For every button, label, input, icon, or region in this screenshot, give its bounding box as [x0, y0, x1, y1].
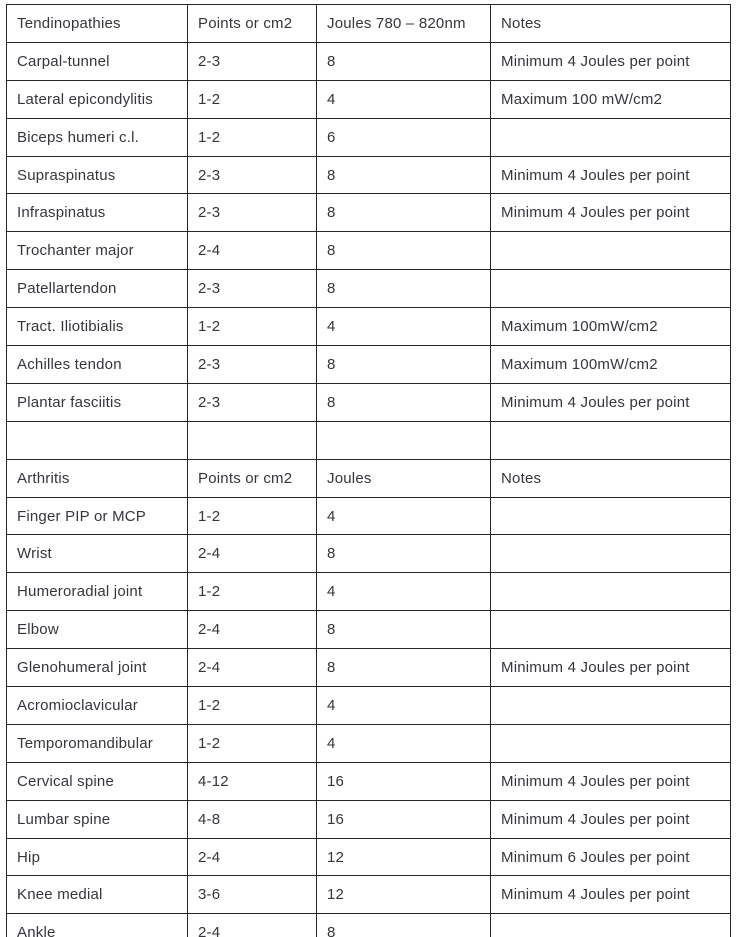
cell-tendinopathies-0-1: 2-3	[188, 42, 317, 80]
cell-arthritis-7-3: Minimum 4 Joules per point	[491, 762, 731, 800]
header-cell-arthritis-0: Arthritis	[7, 459, 188, 497]
cell-tendinopathies-9-0: Plantar fasciitis	[7, 383, 188, 421]
cell-tendinopathies-5-2: 8	[317, 232, 491, 270]
cell-tendinopathies-9-3: Minimum 4 Joules per point	[491, 383, 731, 421]
cell-tendinopathies-7-2: 4	[317, 308, 491, 346]
cell-arthritis-4-0: Glenohumeral joint	[7, 649, 188, 687]
table-row-arthritis	[7, 914, 731, 937]
header-cell-arthritis-2: Joules	[317, 459, 491, 497]
cell-tendinopathies-3-1: 2-3	[188, 156, 317, 194]
cell-arthritis-2-2: 4	[317, 573, 491, 611]
spacer-cell-0	[7, 421, 188, 459]
header-cell-tendinopathies-1: Points or cm2	[188, 5, 317, 43]
cell-tendinopathies-8-1: 2-3	[188, 346, 317, 384]
cell-tendinopathies-2-2: 6	[317, 118, 491, 156]
cell-tendinopathies-5-3	[491, 232, 731, 270]
table-row-arthritis	[7, 535, 731, 573]
cell-arthritis-7-1: 4-12	[188, 762, 317, 800]
cell-arthritis-2-1: 1-2	[188, 573, 317, 611]
cell-arthritis-8-0: Lumbar spine	[7, 800, 188, 838]
cell-tendinopathies-0-0: Carpal-tunnel	[7, 42, 188, 80]
table-row-tendinopathies	[7, 156, 731, 194]
cell-arthritis-1-1: 2-4	[188, 535, 317, 573]
spacer-row	[7, 421, 731, 459]
cell-arthritis-1-0: Wrist	[7, 535, 188, 573]
table-row-tendinopathies	[7, 270, 731, 308]
cell-arthritis-3-2: 8	[317, 611, 491, 649]
table-row-tendinopathies	[7, 308, 731, 346]
cell-tendinopathies-7-1: 1-2	[188, 308, 317, 346]
cell-tendinopathies-3-2: 8	[317, 156, 491, 194]
cell-arthritis-11-3	[491, 914, 731, 937]
cell-arthritis-4-3: Minimum 4 Joules per point	[491, 649, 731, 687]
table-row-arthritis	[7, 497, 731, 535]
cell-arthritis-9-1: 2-4	[188, 838, 317, 876]
header-cell-arthritis-1: Points or cm2	[188, 459, 317, 497]
header-row-tendinopathies	[7, 5, 731, 43]
cell-arthritis-6-1: 1-2	[188, 724, 317, 762]
cell-tendinopathies-8-3: Maximum 100mW/cm2	[491, 346, 731, 384]
cell-arthritis-0-0: Finger PIP or MCP	[7, 497, 188, 535]
table-row-arthritis	[7, 762, 731, 800]
cell-arthritis-10-0: Knee medial	[7, 876, 188, 914]
header-cell-tendinopathies-3: Notes	[491, 5, 731, 43]
table-row-arthritis	[7, 876, 731, 914]
cell-arthritis-2-0: Humeroradial joint	[7, 573, 188, 611]
cell-tendinopathies-6-1: 2-3	[188, 270, 317, 308]
cell-tendinopathies-7-0: Tract. Iliotibialis	[7, 308, 188, 346]
table-row-tendinopathies	[7, 118, 731, 156]
table-row-arthritis	[7, 687, 731, 725]
cell-tendinopathies-2-3	[491, 118, 731, 156]
cell-arthritis-11-2: 8	[317, 914, 491, 937]
cell-arthritis-3-0: Elbow	[7, 611, 188, 649]
cell-tendinopathies-6-0: Patellartendon	[7, 270, 188, 308]
header-cell-tendinopathies-2: Joules 780 – 820nm	[317, 5, 491, 43]
cell-tendinopathies-0-2: 8	[317, 42, 491, 80]
cell-arthritis-6-3	[491, 724, 731, 762]
cell-arthritis-0-3	[491, 497, 731, 535]
cell-arthritis-8-2: 16	[317, 800, 491, 838]
cell-tendinopathies-2-0: Biceps humeri c.l.	[7, 118, 188, 156]
cell-tendinopathies-4-0: Infraspinatus	[7, 194, 188, 232]
cell-tendinopathies-1-2: 4	[317, 80, 491, 118]
cell-arthritis-9-3: Minimum 6 Joules per point	[491, 838, 731, 876]
dose-table-body	[7, 5, 731, 937]
cell-arthritis-3-3	[491, 611, 731, 649]
cell-arthritis-5-0: Acromioclavicular	[7, 687, 188, 725]
cell-tendinopathies-6-3	[491, 270, 731, 308]
cell-arthritis-10-1: 3-6	[188, 876, 317, 914]
header-row-arthritis	[7, 459, 731, 497]
spacer-cell-2	[317, 421, 491, 459]
cell-tendinopathies-4-2: 8	[317, 194, 491, 232]
table-row-tendinopathies	[7, 346, 731, 384]
cell-arthritis-4-2: 8	[317, 649, 491, 687]
cell-tendinopathies-9-1: 2-3	[188, 383, 317, 421]
table-row-arthritis	[7, 800, 731, 838]
table-row-tendinopathies	[7, 42, 731, 80]
cell-arthritis-9-2: 12	[317, 838, 491, 876]
table-row-tendinopathies	[7, 383, 731, 421]
table-row-arthritis	[7, 724, 731, 762]
header-cell-arthritis-3: Notes	[491, 459, 731, 497]
cell-tendinopathies-8-0: Achilles tendon	[7, 346, 188, 384]
cell-tendinopathies-3-3: Minimum 4 Joules per point	[491, 156, 731, 194]
cell-tendinopathies-1-1: 1-2	[188, 80, 317, 118]
cell-arthritis-7-2: 16	[317, 762, 491, 800]
cell-arthritis-1-3	[491, 535, 731, 573]
cell-arthritis-6-0: Temporomandibular	[7, 724, 188, 762]
cell-arthritis-8-3: Minimum 4 Joules per point	[491, 800, 731, 838]
cell-arthritis-9-0: Hip	[7, 838, 188, 876]
cell-arthritis-7-0: Cervical spine	[7, 762, 188, 800]
spacer-cell-3	[491, 421, 731, 459]
dose-table	[6, 4, 731, 937]
cell-arthritis-11-1: 2-4	[188, 914, 317, 937]
cell-arthritis-6-2: 4	[317, 724, 491, 762]
cell-tendinopathies-8-2: 8	[317, 346, 491, 384]
cell-arthritis-0-2: 4	[317, 497, 491, 535]
table-row-arthritis	[7, 649, 731, 687]
spacer-cell-1	[188, 421, 317, 459]
cell-tendinopathies-5-1: 2-4	[188, 232, 317, 270]
cell-tendinopathies-4-1: 2-3	[188, 194, 317, 232]
cell-arthritis-4-1: 2-4	[188, 649, 317, 687]
header-cell-tendinopathies-0: Tendinopathies	[7, 5, 188, 43]
cell-arthritis-1-2: 8	[317, 535, 491, 573]
table-row-tendinopathies	[7, 194, 731, 232]
cell-tendinopathies-1-3: Maximum 100 mW/cm2	[491, 80, 731, 118]
cell-tendinopathies-1-0: Lateral epicondylitis	[7, 80, 188, 118]
cell-tendinopathies-5-0: Trochanter major	[7, 232, 188, 270]
cell-tendinopathies-4-3: Minimum 4 Joules per point	[491, 194, 731, 232]
cell-tendinopathies-9-2: 8	[317, 383, 491, 421]
cell-tendinopathies-3-0: Supraspinatus	[7, 156, 188, 194]
cell-arthritis-0-1: 1-2	[188, 497, 317, 535]
cell-tendinopathies-6-2: 8	[317, 270, 491, 308]
cell-arthritis-5-1: 1-2	[188, 687, 317, 725]
cell-arthritis-10-2: 12	[317, 876, 491, 914]
table-row-tendinopathies	[7, 232, 731, 270]
cell-arthritis-5-3	[491, 687, 731, 725]
cell-arthritis-8-1: 4-8	[188, 800, 317, 838]
table-row-arthritis	[7, 573, 731, 611]
cell-tendinopathies-0-3: Minimum 4 Joules per point	[491, 42, 731, 80]
cell-arthritis-10-3: Minimum 4 Joules per point	[491, 876, 731, 914]
cell-tendinopathies-7-3: Maximum 100mW/cm2	[491, 308, 731, 346]
cell-arthritis-2-3	[491, 573, 731, 611]
cell-arthritis-3-1: 2-4	[188, 611, 317, 649]
cell-tendinopathies-2-1: 1-2	[188, 118, 317, 156]
table-row-tendinopathies	[7, 80, 731, 118]
cell-arthritis-5-2: 4	[317, 687, 491, 725]
table-row-arthritis	[7, 611, 731, 649]
cell-arthritis-11-0: Ankle	[7, 914, 188, 937]
table-row-arthritis	[7, 838, 731, 876]
